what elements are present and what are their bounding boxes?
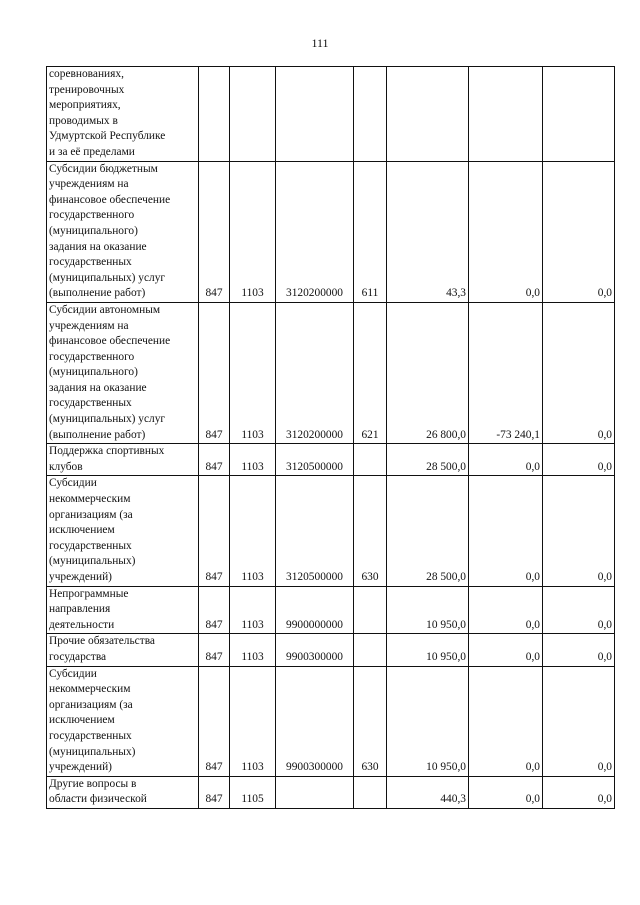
- ministry-code-cell: 847: [199, 634, 230, 666]
- row-name-line: государственных: [49, 539, 132, 552]
- row-name-cell: [47, 67, 199, 162]
- row-name-cell: [47, 776, 199, 808]
- row-name-line: государственного: [49, 209, 135, 222]
- ministry-code-cell: 847: [199, 666, 230, 776]
- row-name-line: (выполнение работ): [49, 287, 146, 300]
- row-name-line: государственных: [49, 397, 132, 410]
- amount-3-cell: 0,0: [543, 444, 615, 476]
- table-row: [47, 476, 615, 586]
- amount-2-cell: 0,0: [469, 476, 543, 586]
- target-article-cell: [276, 776, 354, 808]
- row-name-line: Субсидии: [49, 477, 97, 490]
- amount-2-cell: 0,0: [469, 161, 543, 302]
- row-name-line: Поддержка спортивных: [49, 445, 165, 458]
- budget-table: [46, 66, 615, 809]
- expense-kind-cell: [354, 444, 387, 476]
- section-code-cell: 1103: [230, 586, 276, 634]
- row-name-line: исключением: [49, 714, 115, 727]
- target-article-cell: [276, 67, 354, 162]
- row-name-line: (муниципального): [49, 366, 138, 379]
- amount-3-cell: 0,0: [543, 666, 615, 776]
- row-name-line: Субсидии: [49, 667, 97, 680]
- amount-1-cell: 28 500,0: [387, 444, 469, 476]
- amount-3-cell: 0,0: [543, 476, 615, 586]
- budget-table-body: [47, 67, 615, 809]
- amount-1-cell: 26 800,0: [387, 302, 469, 443]
- row-name-line: учреждений): [49, 571, 112, 583]
- table-row: [47, 161, 615, 302]
- target-article-cell: 9900000000: [276, 586, 354, 634]
- row-name-line: соревнованиях,: [49, 68, 124, 80]
- ministry-code-cell: 847: [199, 776, 230, 808]
- ministry-code-cell: [199, 67, 230, 162]
- amount-1-cell: 43,3: [387, 161, 469, 302]
- row-name-line: Прочие обязательства: [49, 635, 155, 648]
- amount-2-cell: -73 240,1: [469, 302, 543, 443]
- ministry-code-cell: 847: [199, 444, 230, 476]
- expense-kind-cell: 630: [354, 666, 387, 776]
- row-name-line: (муниципальных) услуг: [49, 413, 166, 426]
- row-name-line: (муниципального): [49, 224, 138, 237]
- row-name-line: деятельности: [49, 618, 115, 631]
- row-name-cell: [47, 302, 199, 443]
- expense-kind-cell: [354, 634, 387, 666]
- row-name-line: задания на оказание: [49, 381, 147, 394]
- ministry-code-cell: 847: [199, 302, 230, 443]
- row-name-line: тренировочных: [49, 83, 125, 96]
- table-row: [47, 302, 615, 443]
- row-name-line: учреждениям на: [49, 319, 129, 332]
- row-name-line: мероприятиях,: [49, 99, 121, 112]
- row-name-cell: [47, 634, 199, 666]
- amount-3-cell: 0,0: [543, 776, 615, 808]
- expense-kind-cell: [354, 586, 387, 634]
- amount-2-cell: 0,0: [469, 776, 543, 808]
- amount-1-cell: [387, 67, 469, 162]
- target-article-cell: 3120500000: [276, 444, 354, 476]
- target-article-cell: 9900300000: [276, 666, 354, 776]
- amount-2-cell: [469, 67, 543, 162]
- section-code-cell: 1103: [230, 666, 276, 776]
- amount-3-cell: 0,0: [543, 586, 615, 634]
- amount-3-cell: 0,0: [543, 302, 615, 443]
- ministry-code-cell: 847: [199, 476, 230, 586]
- amount-3-cell: 0,0: [543, 161, 615, 302]
- expense-kind-cell: 611: [354, 161, 387, 302]
- ministry-code-cell: 847: [199, 586, 230, 634]
- row-name-line: Другие вопросы в: [49, 777, 137, 790]
- row-name-line: (муниципальных) услуг: [49, 271, 166, 284]
- row-name-line: некоммерческим: [49, 683, 131, 696]
- amount-2-cell: 0,0: [469, 444, 543, 476]
- amount-1-cell: 28 500,0: [387, 476, 469, 586]
- table-row: [47, 634, 615, 666]
- expense-kind-cell: [354, 67, 387, 162]
- row-name-line: задания на оказание: [49, 240, 147, 253]
- section-code-cell: 1103: [230, 476, 276, 586]
- table-row: [47, 67, 615, 162]
- row-name-line: (муниципальных): [49, 745, 136, 758]
- table-row: [47, 666, 615, 776]
- target-article-cell: 9900300000: [276, 634, 354, 666]
- row-name-line: государственных: [49, 729, 132, 742]
- row-name-line: направления: [49, 603, 111, 616]
- row-name-line: (выполнение работ): [49, 428, 146, 441]
- table-row: [47, 444, 615, 476]
- target-article-cell: 3120200000: [276, 302, 354, 443]
- amount-2-cell: 0,0: [469, 634, 543, 666]
- expense-kind-cell: 621: [354, 302, 387, 443]
- row-name-cell: [47, 161, 199, 302]
- row-name-cell: [47, 666, 199, 776]
- amount-3-cell: [543, 67, 615, 162]
- row-name-cell: [47, 586, 199, 634]
- row-name-line: учреждений): [49, 761, 112, 774]
- section-code-cell: 1103: [230, 302, 276, 443]
- expense-kind-cell: 630: [354, 476, 387, 586]
- target-article-cell: 3120500000: [276, 476, 354, 586]
- amount-1-cell: 440,3: [387, 776, 469, 808]
- row-name-line: государства: [49, 650, 107, 663]
- section-code-cell: 1103: [230, 444, 276, 476]
- row-name-line: некоммерческим: [49, 493, 131, 506]
- row-name-line: государственных: [49, 256, 132, 269]
- section-code-cell: 1103: [230, 161, 276, 302]
- row-name-line: (муниципальных): [49, 555, 136, 568]
- ministry-code-cell: 847: [199, 161, 230, 302]
- row-name-cell: [47, 444, 199, 476]
- amount-2-cell: 0,0: [469, 666, 543, 776]
- table-row: [47, 586, 615, 634]
- row-name-line: Субсидии автономным: [49, 303, 161, 316]
- row-name-line: и за её пределами: [49, 145, 135, 158]
- section-code-cell: 1103: [230, 634, 276, 666]
- section-code-cell: [230, 67, 276, 162]
- row-name-line: государственного: [49, 350, 135, 363]
- expense-kind-cell: [354, 776, 387, 808]
- row-name-line: исключением: [49, 524, 115, 537]
- amount-1-cell: 10 950,0: [387, 586, 469, 634]
- row-name-line: Удмуртской Республике: [49, 130, 166, 143]
- row-name-line: организациям (за: [49, 698, 133, 711]
- row-name-line: финансовое обеспечение: [49, 335, 171, 348]
- row-name-line: финансовое обеспечение: [49, 193, 171, 206]
- row-name-line: Субсидии бюджетным: [49, 162, 158, 175]
- row-name-cell: [47, 476, 199, 586]
- amount-3-cell: 0,0: [543, 634, 615, 666]
- section-code-cell: 1105: [230, 776, 276, 808]
- row-name-line: клубов: [49, 460, 83, 473]
- row-name-line: учреждениям на: [49, 178, 129, 191]
- row-name-line: области физической: [49, 793, 147, 806]
- row-name-line: проводимых в: [49, 114, 118, 127]
- target-article-cell: 3120200000: [276, 161, 354, 302]
- row-name-line: организациям (за: [49, 508, 133, 521]
- row-name-line: Непрограммные: [49, 587, 129, 600]
- table-row: [47, 776, 615, 808]
- page-number: 111: [311, 36, 329, 50]
- amount-1-cell: 10 950,0: [387, 666, 469, 776]
- amount-2-cell: 0,0: [469, 586, 543, 634]
- amount-1-cell: 10 950,0: [387, 634, 469, 666]
